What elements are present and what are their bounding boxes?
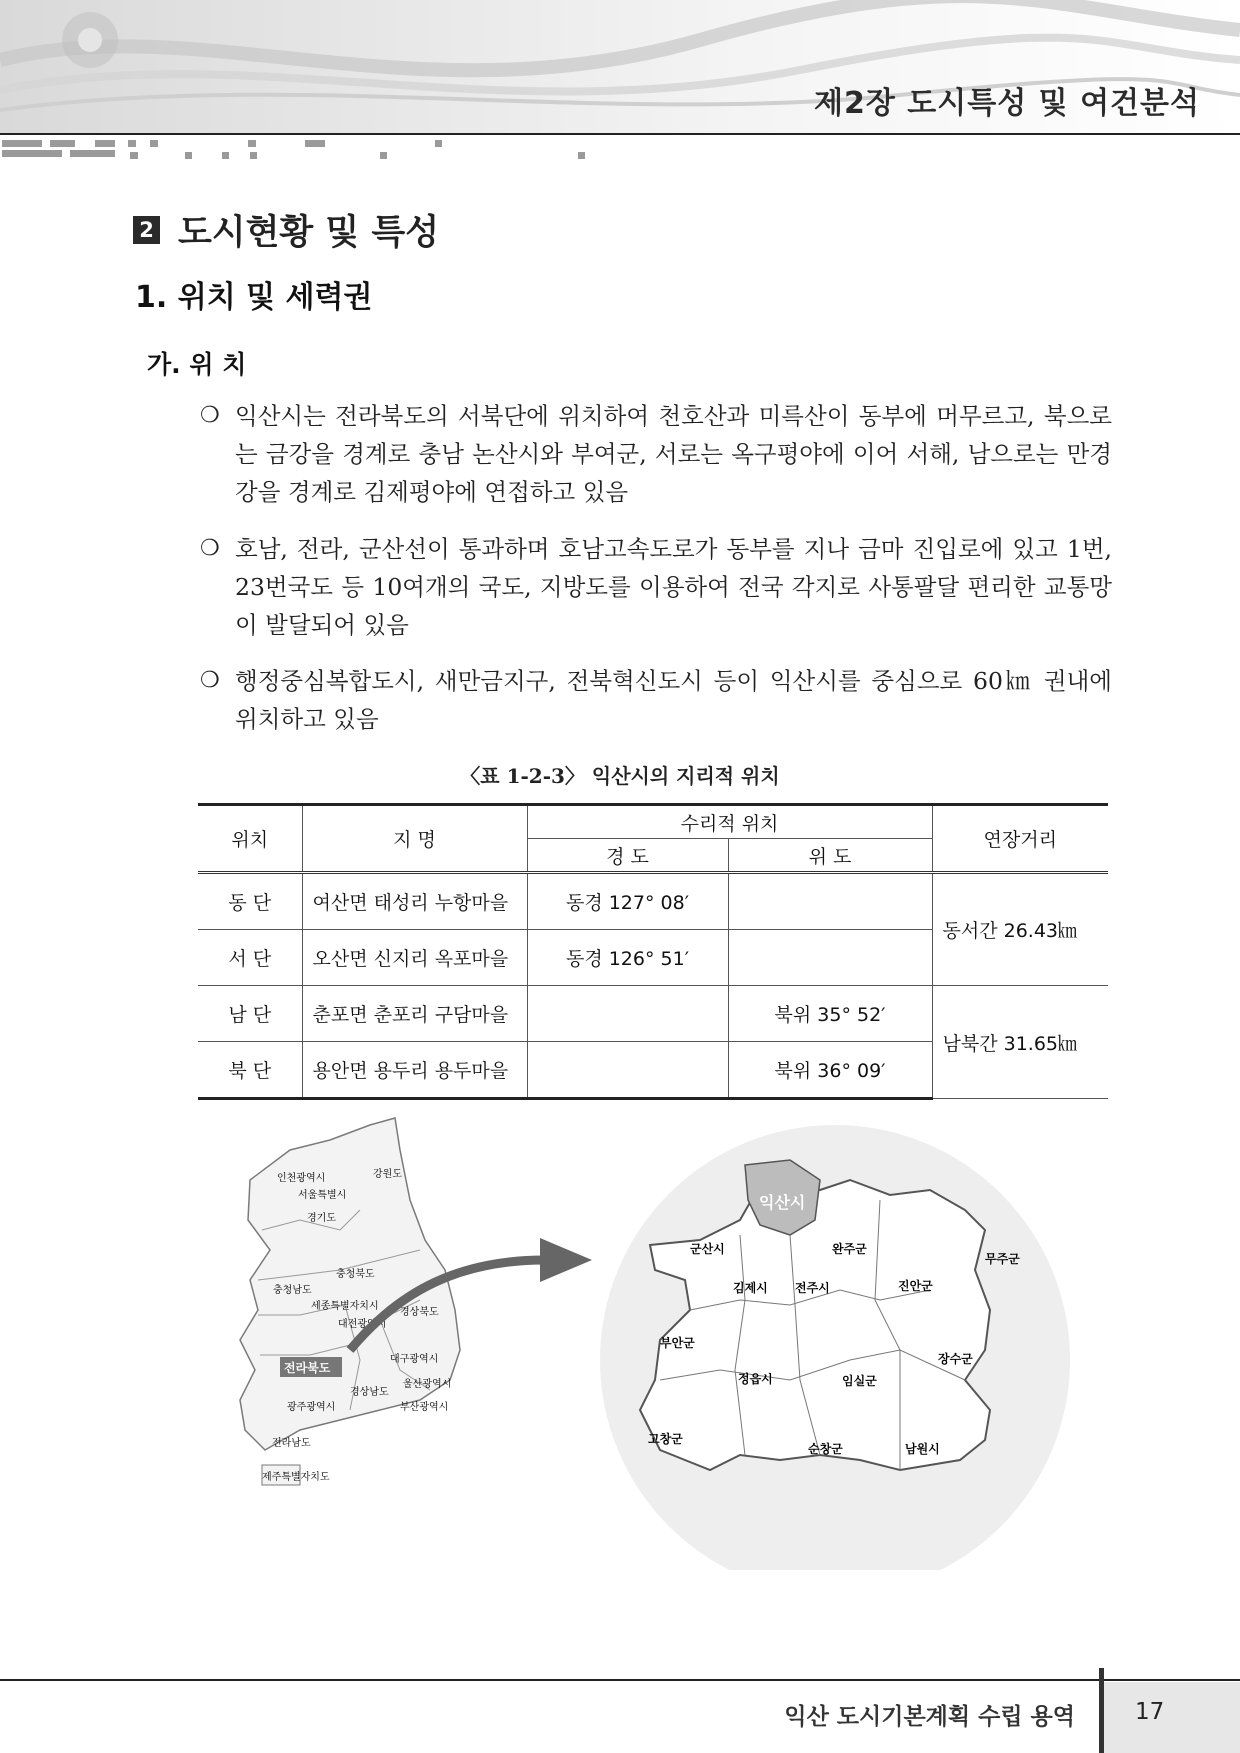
jeonbuk-map-label: 무주군 xyxy=(985,1252,1020,1266)
korea-map-label: 경기도 xyxy=(307,1213,336,1224)
jeonbuk-map-label: 군산시 xyxy=(690,1242,725,1256)
korea-map-label: 서울특별시 xyxy=(298,1190,347,1201)
table-row xyxy=(198,986,1108,1042)
jeonbuk-map-label: 임실군 xyxy=(842,1374,877,1388)
header-math-position: 수리적 위치 xyxy=(527,805,932,839)
header-place: 지 명 xyxy=(302,805,527,873)
cell-place: 용안면 용두리 용두마을 xyxy=(302,1042,527,1099)
footer-title: 익산 도시기본계획 수립 용역 xyxy=(784,1704,1075,1730)
korea-map-label-highlight: 전라북도 xyxy=(284,1361,331,1375)
cell-place: 오산면 신지리 옥포마을 xyxy=(302,930,527,986)
cell-distance-ew: 동서간 26.43㎞ xyxy=(932,873,1108,986)
korea-map-label: 충청북도 xyxy=(336,1269,375,1280)
subsubsection-title: 가. 위 치 xyxy=(147,350,247,379)
page-number-box xyxy=(1100,1682,1240,1753)
jeonbuk-map-label: 완주군 xyxy=(832,1242,867,1256)
chapter-title: 제2장 도시특성 및 여건분석 xyxy=(814,86,1200,121)
jeonbuk-map xyxy=(600,1125,1070,1570)
cell-longitude: 동경 126° 51′ xyxy=(527,930,728,986)
cell-latitude: 북위 35° 52′ xyxy=(728,986,932,1042)
cell-longitude xyxy=(527,1042,728,1099)
table-caption: 〈표 1-2-3〉 익산시의 지리적 위치 xyxy=(460,764,780,788)
location-table xyxy=(198,803,1108,1100)
jeonbuk-map-label: 김제시 xyxy=(733,1281,768,1295)
cell-position: 북 단 xyxy=(198,1042,302,1099)
cell-place: 여산면 태성리 누항마을 xyxy=(302,873,527,930)
cell-distance-ns: 남북간 31.65㎞ xyxy=(932,986,1108,1099)
jeonbuk-map-label: 고창군 xyxy=(648,1432,683,1446)
location-maps xyxy=(0,1110,1240,1570)
korea-map xyxy=(240,1118,460,1485)
cell-position: 서 단 xyxy=(198,930,302,986)
korea-map-label: 세종특별자치시 xyxy=(311,1301,379,1312)
footer-rule xyxy=(0,1679,1240,1681)
table-row xyxy=(198,873,1108,930)
korea-map-label: 제주특별자치도 xyxy=(262,1472,330,1483)
header-rule xyxy=(0,133,1240,135)
jeonbuk-map-label: 남원시 xyxy=(905,1442,940,1456)
korea-map-label: 강원도 xyxy=(373,1169,402,1180)
jeonbuk-map-label-highlight: 익산시 xyxy=(759,1193,806,1212)
header-position: 위치 xyxy=(198,805,302,873)
korea-map-label: 광주광역시 xyxy=(287,1402,336,1413)
jeonbuk-map-label: 정읍시 xyxy=(738,1372,773,1386)
korea-map-label: 충청남도 xyxy=(273,1285,312,1296)
jeonbuk-map-label: 순창군 xyxy=(808,1442,843,1456)
cell-position: 남 단 xyxy=(198,986,302,1042)
korea-map-label: 전라남도 xyxy=(272,1438,311,1449)
korea-map-label: 경상남도 xyxy=(350,1387,389,1398)
cell-latitude: 북위 36° 09′ xyxy=(728,1042,932,1099)
bullet-paragraph-3 xyxy=(200,662,1112,738)
korea-map-label: 대전광역시 xyxy=(338,1319,387,1330)
footer-divider-bar xyxy=(1099,1668,1104,1753)
jeonbuk-map-label: 장수군 xyxy=(938,1352,973,1366)
page-header xyxy=(0,0,1240,135)
jeonbuk-map-label: 전주시 xyxy=(795,1281,830,1295)
header-longitude: 경 도 xyxy=(527,839,728,873)
page-number: 17 xyxy=(1135,1699,1165,1725)
bullet-text: 익산시는 전라북도의 서북단에 위치하여 천호산과 미륵산이 동부에 머무르고, 북으로는 금강을 경계로 충남 논산시와 부여군, 서로는 옥구평야에 이어 서해, 남으로는 만경강을 경계로 김제평야에 연접하고 있음 xyxy=(235,402,1112,506)
subsection-title: 1. 위치 및 세력권 xyxy=(135,280,373,315)
cell-place: 춘포면 춘포리 구담마을 xyxy=(302,986,527,1042)
bullet-paragraph-2 xyxy=(200,530,1112,644)
bullet-text: 행정중심복합도시, 새만금지구, 전북혁신도시 등이 익산시를 중심으로 60㎞ 권내에 위치하고 있음 xyxy=(235,667,1112,733)
cell-latitude xyxy=(728,930,932,986)
section-number-badge: 2 xyxy=(133,216,160,244)
cell-longitude xyxy=(527,986,728,1042)
maps-svg xyxy=(0,1110,1240,1570)
header-latitude: 위 도 xyxy=(728,839,932,873)
section-title: 도시현황 및 특성 xyxy=(178,213,440,253)
cell-position: 동 단 xyxy=(198,873,302,930)
jeonbuk-map-label: 진안군 xyxy=(898,1279,933,1293)
circle-bullet-icon: ❍ xyxy=(200,403,220,428)
korea-map-label: 대구광역시 xyxy=(390,1354,439,1365)
korea-map-label: 경상북도 xyxy=(400,1307,439,1318)
circle-bullet-icon: ❍ xyxy=(200,536,220,561)
bullet-paragraph-1 xyxy=(200,397,1112,511)
cell-longitude: 동경 127° 08′ xyxy=(527,873,728,930)
korea-map-label: 울산광역시 xyxy=(403,1379,452,1390)
korea-map-label: 부산광역시 xyxy=(400,1402,449,1413)
jeonbuk-map-label: 부안군 xyxy=(660,1336,695,1350)
korea-map-label: 인천광역시 xyxy=(277,1173,326,1184)
cell-latitude xyxy=(728,873,932,930)
section-heading xyxy=(133,205,439,255)
bullet-text: 호남, 전라, 군산선이 통과하며 호남고속도로가 동부를 지나 금마 진입로에 있고 1번, 23번국도 등 10여개의 국도, 지방도를 이용하여 전국 각지로 사통팔달 편리한 교통망이 발달되어 있음 xyxy=(235,535,1112,639)
circle-bullet-icon: ❍ xyxy=(200,668,220,693)
header-distance: 연장거리 xyxy=(932,805,1108,873)
